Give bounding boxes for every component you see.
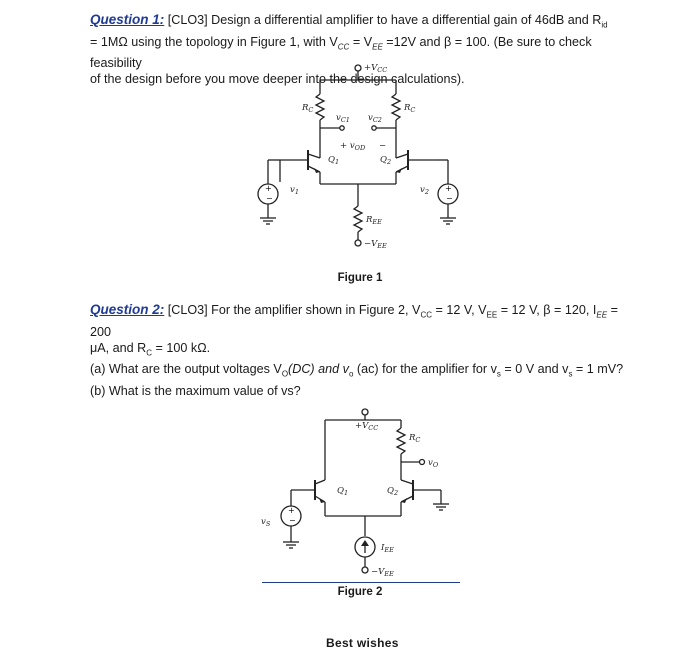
question-1-intro: [CLO3] Design a differential amplifier to have a differential gain of 46dB and R <box>167 13 602 27</box>
question-1-text-4: =12V and β = 100. (Be sure to check feasibility <box>90 34 592 71</box>
part-a-text-2: (DC) and v <box>288 362 349 377</box>
vc2-terminal <box>372 126 376 130</box>
part-a-text-5: = 1 mV? <box>572 362 624 377</box>
fig2-vs-label: $v_S$ <box>261 517 271 528</box>
fig2-rc-label: $R_C$ <box>409 433 421 444</box>
vcc-node <box>355 65 361 71</box>
fig2-q1-emitter-arrow <box>319 498 325 503</box>
question-2-text-4: = 200 <box>90 303 618 339</box>
question-1-text-2: = 1MΩ using the topology in Figure 1, with V <box>90 34 338 49</box>
fig2-vcc-node <box>362 409 368 415</box>
fig2-q1-label: $Q_1$ <box>337 486 349 497</box>
footer-cut-text: Best wishes <box>326 636 399 650</box>
fig2-vcc-label: $+V_{CC}$ <box>355 421 379 432</box>
fig1-rc-right-label: $R_C$ <box>404 103 416 114</box>
figure-1-circuit <box>250 60 470 256</box>
part-a-vs2-sub: s <box>568 369 573 379</box>
v2-minus: − <box>446 194 453 203</box>
figure-2-divider <box>262 582 460 583</box>
v2-plus: + <box>445 184 452 193</box>
v1-minus: − <box>266 194 273 203</box>
fig1-rc-left-label: $R_C$ <box>302 103 314 114</box>
fig2-rc-resistor <box>397 428 405 454</box>
rid-subscript: id <box>601 20 608 30</box>
figure-1-caption: Figure 1 <box>337 272 383 284</box>
fig1-v2-label: $v_2$ <box>420 185 429 196</box>
question-2-text-5: μA, and R <box>90 340 147 355</box>
q2-vee-subscript: EE <box>486 310 498 320</box>
question-2-part-b: (b) What is the maximum value of vs? <box>90 383 301 398</box>
fig2-q2-label: $Q_2$ <box>387 486 399 497</box>
q2-rc-subscript: C <box>146 348 153 358</box>
question-2-text-6: = 100 kΩ. <box>152 340 211 355</box>
fig1-vod-minus: − <box>379 141 387 151</box>
figure-2-circuit <box>255 404 470 580</box>
fig1-q1-label: $Q_1$ <box>328 155 340 166</box>
part-a-text-1: (a) What are the output voltages V <box>90 362 282 377</box>
question-2-heading: Question 2: <box>90 302 165 317</box>
iee-arrow <box>361 540 369 546</box>
question-2-part-a <box>90 361 638 383</box>
figure-2-caption: Figure 2 <box>337 586 383 598</box>
rc-left-resistor <box>316 94 324 120</box>
v1-plus: + <box>265 184 272 193</box>
part-a-vo-sub: O <box>281 369 289 379</box>
fig1-ree-label: $R_{EE}$ <box>366 215 382 226</box>
part-a-vs-sub: s <box>496 369 501 379</box>
question-1-heading: Question 1: <box>90 12 165 27</box>
q2-vcc-subscript: CC <box>420 310 433 320</box>
rc-right-resistor <box>392 94 400 120</box>
question-2-line-2 <box>90 340 638 362</box>
fig1-vc1-label: $v_{C1}$ <box>336 113 350 124</box>
part-a-vo2-sub: o <box>348 369 354 379</box>
vs-minus: − <box>289 516 296 525</box>
fig1-vee-label: $-V_{EE}$ <box>364 239 387 250</box>
question-2-text-1: [CLO3] For the amplifier shown in Figure 2, V <box>167 303 421 317</box>
vcc-subscript: CC <box>337 42 350 52</box>
question-2-line-1 <box>90 302 638 340</box>
question-1-line-1 <box>90 12 638 34</box>
question-2-text-3: = 12 V, β = 120, I <box>497 303 597 317</box>
vee-node <box>355 240 361 246</box>
vs-plus: + <box>288 506 295 515</box>
fig1-vod-label: + $v_{OD}$ <box>340 141 366 152</box>
question-2 <box>90 302 638 399</box>
vo-terminal <box>420 460 425 465</box>
ree-resistor <box>354 206 362 232</box>
part-a-text-4: = 0 V and v <box>500 362 569 377</box>
fig1-vcc-label: $+V_{CC}$ <box>364 63 388 74</box>
question-1-line-3: of the design before you move deeper into the design calculations). <box>90 72 465 87</box>
q2-iee-subscript: EE <box>596 310 608 320</box>
question-1-text-3: = V <box>349 34 373 49</box>
fig1-vc2-label: $v_{C2}$ <box>368 113 382 124</box>
vc1-terminal <box>340 126 344 130</box>
question-2-text-2: = 12 V, V <box>432 303 487 317</box>
fig2-vo-label: $v_O$ <box>428 458 439 469</box>
fig2-vee-label: $-V_{EE}$ <box>371 567 394 578</box>
part-a-text-3: (ac) for the amplifier for v <box>353 362 497 377</box>
fig2-vee-node <box>362 567 368 573</box>
fig1-v1-label: $v_1$ <box>290 185 299 196</box>
fig2-iee-label: $I_{EE}$ <box>381 543 394 554</box>
fig1-q2-label: $Q_2$ <box>380 155 392 166</box>
vee-subscript: EE <box>372 42 383 52</box>
